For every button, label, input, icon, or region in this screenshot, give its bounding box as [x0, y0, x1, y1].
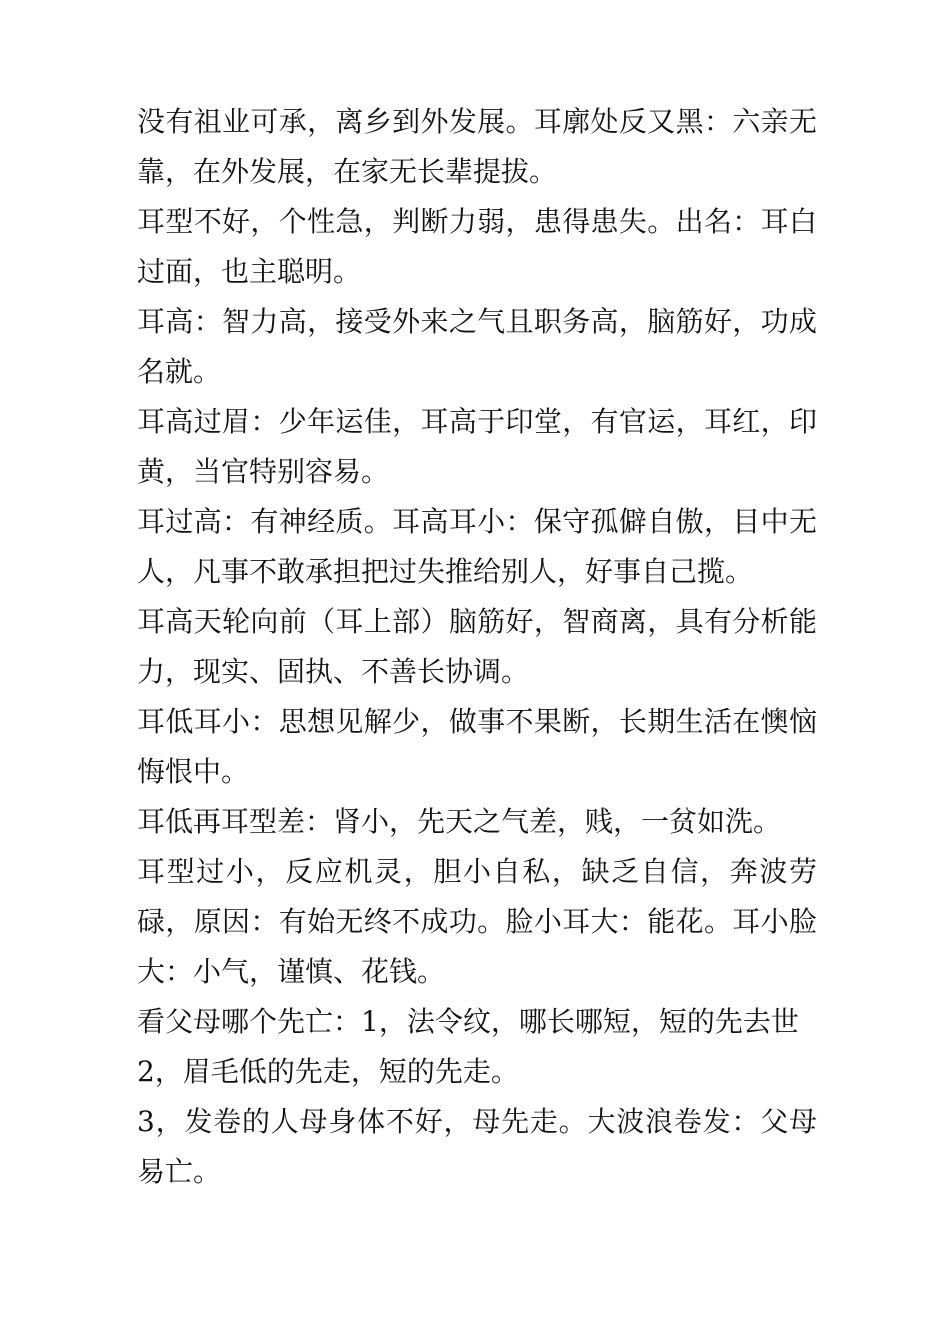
paragraph: 耳低再耳型差：肾小，先天之气差，贱，一贫如洗。: [137, 805, 782, 838]
paragraph: 耳高过眉：少年运佳，耳高于印堂，有官运，耳红，印黄，当官特别容易。: [137, 405, 817, 488]
paragraph: 耳高天轮向前（耳上部）脑筋好，智商离，具有分析能力，现实、固执、不善长协调。: [137, 605, 817, 688]
paragraph: 看父母哪个先亡：1，法令纹，哪长哪短，短的先去世: [137, 1005, 799, 1038]
paragraph: 没有祖业可承，离乡到外发展。耳廓处反又黑：六亲无靠，在外发展，在家无长辈提拔。: [137, 105, 817, 188]
document-page: [137, 97, 817, 1197]
paragraph: 耳型不好，个性急，判断力弱，患得患失。出名：耳白过面，也主聪明。: [137, 205, 817, 288]
paragraph: 耳型过小，反应机灵，胆小自私，缺乏自信，奔波劳碌，原因：有始无终不成功。脸小耳大：能花。耳小脸大：小气，谨慎、花钱。: [137, 855, 817, 988]
paragraph: 3，发卷的人母身体不好，母先走。大波浪卷发：父母易亡。: [137, 1105, 817, 1188]
paragraph: 耳过高：有神经质。耳高耳小：保守孤僻自傲，目中无人，凡事不敢承担把过失推给别人，好事自己揽。: [137, 505, 817, 588]
paragraph: 耳低耳小：思想见解少，做事不果断，长期生活在懊恼悔恨中。: [137, 705, 817, 788]
paragraph: 2，眉毛低的先走，短的先走。: [137, 1055, 519, 1088]
paragraph: 耳高：智力高，接受外来之气且职务高，脑筋好，功成名就。: [137, 305, 817, 388]
